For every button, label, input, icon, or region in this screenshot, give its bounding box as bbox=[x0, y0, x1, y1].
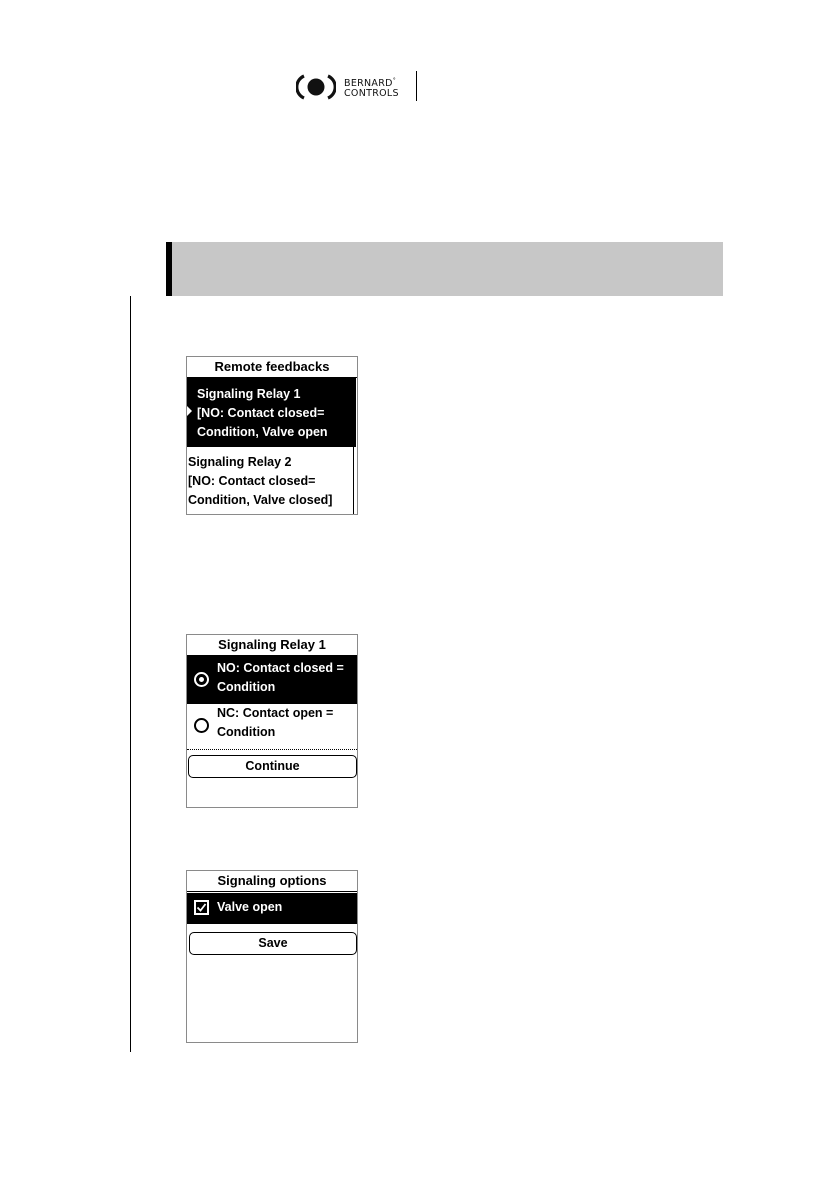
remote-feedbacks-screen bbox=[186, 356, 358, 515]
item-line: Signaling Relay 2 bbox=[188, 455, 292, 469]
screen-title: Signaling Relay 1 bbox=[187, 635, 357, 656]
option-line: Condition bbox=[217, 680, 276, 694]
option-line: Condition bbox=[217, 725, 276, 739]
bernard-controls-logo-icon bbox=[296, 74, 336, 100]
option-line: NC: Contact open = bbox=[217, 706, 334, 720]
valve-open-checkbox-row[interactable] bbox=[187, 893, 357, 924]
item-line: [NO: Contact closed= bbox=[188, 474, 316, 488]
screen-title: Remote feedbacks bbox=[187, 357, 357, 378]
screen-title: Signaling options bbox=[187, 871, 357, 892]
logo-sup: ° bbox=[392, 77, 397, 84]
radio-unselected-icon bbox=[194, 718, 209, 733]
item-line: Condition, Valve closed] bbox=[188, 493, 333, 507]
option-label bbox=[217, 704, 355, 742]
revision-side-rule bbox=[130, 296, 131, 1052]
header-divider bbox=[416, 71, 417, 101]
section-heading-bar bbox=[166, 242, 723, 296]
checkbox-checked-icon[interactable] bbox=[194, 900, 209, 915]
item-line: Condition, Valve open bbox=[197, 425, 328, 439]
radio-selected-icon bbox=[194, 672, 209, 687]
checkbox-label: Valve open bbox=[217, 900, 283, 914]
continue-button[interactable]: Continue bbox=[188, 755, 357, 778]
option-label bbox=[217, 659, 355, 697]
bernard-controls-logo bbox=[296, 72, 428, 104]
selection-arrow-icon bbox=[187, 406, 192, 416]
logo-text bbox=[344, 76, 399, 99]
checkmark-icon bbox=[196, 902, 207, 913]
logo-line1: BERNARD bbox=[344, 78, 393, 90]
option-normally-open[interactable] bbox=[187, 656, 357, 704]
menu-item-signaling-relay-1[interactable] bbox=[187, 378, 354, 447]
divider bbox=[187, 749, 357, 750]
save-button[interactable]: Save bbox=[189, 932, 357, 955]
signaling-relay-screen bbox=[186, 634, 358, 808]
signaling-options-screen bbox=[186, 870, 358, 1043]
item-line: Signaling Relay 1 bbox=[197, 387, 301, 401]
scrollbar-track bbox=[353, 447, 356, 514]
logo-line2: CONTROLS bbox=[344, 88, 399, 100]
option-line: NO: Contact closed = bbox=[217, 661, 344, 675]
option-normally-closed[interactable] bbox=[187, 706, 357, 752]
menu-item-signaling-relay-2[interactable] bbox=[188, 453, 354, 510]
item-line: [NO: Contact closed= bbox=[197, 406, 325, 420]
